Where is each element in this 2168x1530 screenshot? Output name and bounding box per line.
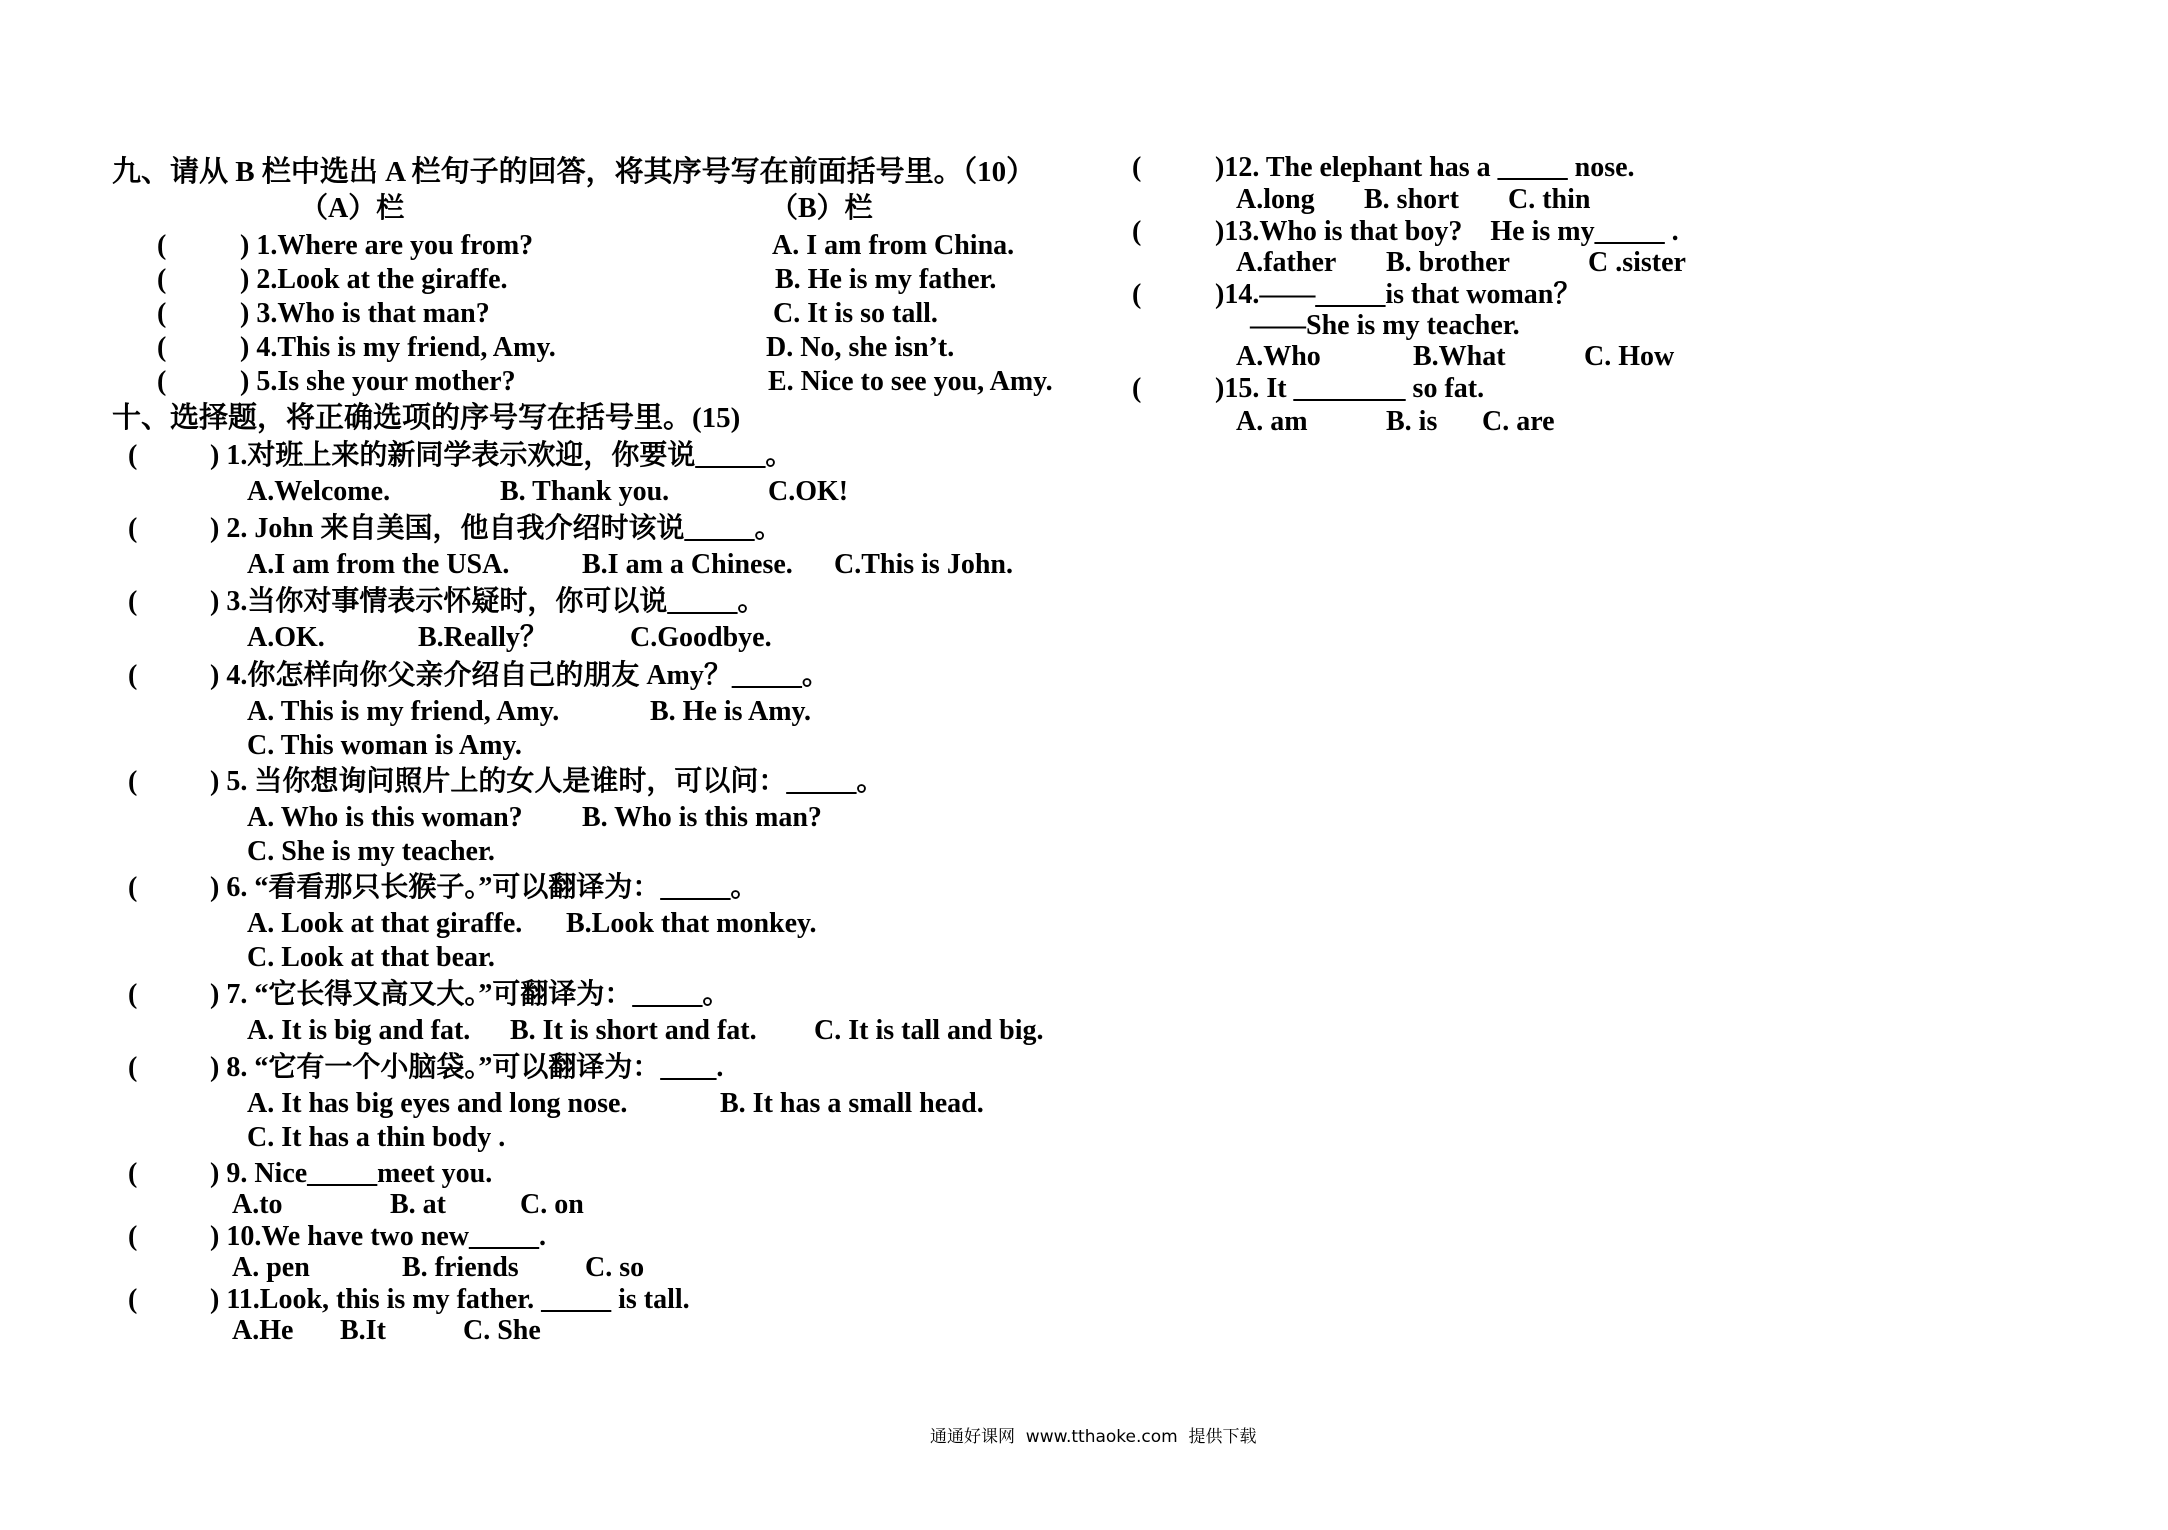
s10-q6-opt-b: B.Look that monkey. (566, 908, 817, 939)
s10-q12-opt-b: B. short (1364, 184, 1459, 215)
s10-q11-paren[interactable]: ( (128, 1284, 138, 1315)
s9-q5: ) 5.Is she your mother? (240, 366, 516, 397)
s10-q6-opt-a: A. Look at that giraffe. (247, 908, 523, 939)
s10-q12-opt-c: C. thin (1508, 184, 1591, 215)
s10-q10-opt-c: C. so (585, 1252, 645, 1283)
s10-q8-opt-a: A. It has big eyes and long nose. (247, 1088, 628, 1119)
s10-q13: )13.Who is that boy? He is my_____ . (1215, 216, 1679, 247)
s10-q11-opt-c: C. She (463, 1315, 541, 1346)
section9-col-b-header: （B）栏 (770, 193, 873, 224)
s10-q9-opt-c: C. on (520, 1189, 584, 1220)
s9-answer-e: E. Nice to see you, Amy. (768, 366, 1053, 397)
s10-q11-opt-b: B.It (340, 1315, 386, 1346)
s10-q4-paren[interactable]: ( (128, 660, 138, 691)
s10-q7-opt-c: C. It is tall and big. (814, 1015, 1044, 1046)
s10-q9: ) 9. Nice_____meet you. (210, 1158, 493, 1189)
s10-q13-opt-c: C .sister (1588, 247, 1686, 278)
s10-q3: ) 3.当你对事情表示怀疑时，你可以说_____。 (210, 586, 766, 617)
section10-title: 十、选择题，将正确选项的序号写在括号里。(15) (112, 402, 741, 434)
s9-q2-paren[interactable]: ( (157, 264, 167, 295)
s10-q9-paren[interactable]: ( (128, 1158, 138, 1189)
s10-q14: )14.——_____is that woman？ (1215, 279, 1582, 310)
s10-q15-opt-b: B. is (1386, 406, 1438, 437)
s10-q10: ) 10.We have two new_____. (210, 1221, 546, 1252)
s10-q1-opt-c: C.OK! (768, 476, 849, 507)
s10-q3-opt-a: A.OK. (247, 622, 325, 653)
s10-q12-opt-a: A.long (1236, 184, 1315, 215)
s9-q4: ) 4.This is my friend, Amy. (240, 332, 556, 363)
s10-q14-opt-a: A.Who (1236, 341, 1321, 372)
s10-q8-opt-c: C. It has a thin body . (247, 1122, 506, 1153)
s10-q8-opt-b: B. It has a small head. (720, 1088, 984, 1119)
s10-q14-opt-b: B.What (1413, 341, 1506, 372)
s10-q3-opt-c: C.Goodbye. (630, 622, 772, 653)
s10-q12-paren[interactable]: ( (1132, 152, 1142, 183)
s10-q13-opt-b: B. brother (1386, 247, 1510, 278)
s9-q1-paren[interactable]: ( (157, 230, 167, 261)
s10-q2-paren[interactable]: ( (128, 513, 138, 544)
s10-q14-opt-c: C. How (1584, 341, 1675, 372)
s10-q7-paren[interactable]: ( (128, 979, 138, 1010)
section9-col-a-header: （A）栏 (300, 193, 405, 224)
s10-q4-opt-a: A. This is my friend, Amy. (247, 696, 560, 727)
s10-q10-opt-b: B. friends (402, 1252, 519, 1283)
footer-credit: 通通好课网 www.tthaoke.com 提供下载 (930, 1427, 1257, 1447)
s10-q15: )15. It ________ so fat. (1215, 373, 1485, 404)
s9-q1: ) 1.Where are you from? (240, 230, 534, 261)
s10-q14-reply: ——She is my teacher. (1250, 310, 1520, 341)
s10-q5-opt-b: B. Who is this man? (582, 802, 822, 833)
s10-q4: ) 4.你怎样向你父亲介绍自己的朋友 Amy？_____。 (210, 660, 830, 691)
s10-q8-paren[interactable]: ( (128, 1052, 138, 1083)
s10-q15-opt-a: A. am (1236, 406, 1308, 437)
s10-q3-opt-b: B.Really？ (418, 622, 548, 653)
s10-q2: ) 2. John 来自美国，他自我介绍时该说_____。 (210, 513, 783, 544)
s10-q1-opt-a: A.Welcome. (247, 476, 391, 507)
s9-answer-b: B. He is my father. (775, 264, 997, 295)
s10-q7-opt-b: B. It is short and fat. (510, 1015, 757, 1046)
s10-q3-paren[interactable]: ( (128, 586, 138, 617)
s10-q10-paren[interactable]: ( (128, 1221, 138, 1252)
s9-q4-paren[interactable]: ( (157, 332, 167, 363)
s10-q6-opt-c: C. Look at that bear. (247, 942, 495, 973)
s9-q3-paren[interactable]: ( (157, 298, 167, 329)
s10-q5-paren[interactable]: ( (128, 766, 138, 797)
s10-q11-opt-a: A.He (232, 1315, 294, 1346)
s9-answer-d: D. No, she isn’t. (766, 332, 955, 363)
s10-q2-opt-c: C.This is John. (834, 549, 1013, 580)
s10-q11: ) 11.Look, this is my father. _____ is tall. (210, 1284, 690, 1315)
section9-title: 九、请从 B 栏中选出 A 栏句子的回答，将其序号写在前面括号里。（10） (112, 156, 1036, 188)
s10-q1: ) 1.对班上来的新同学表示欢迎，你要说_____。 (210, 440, 794, 471)
s10-q13-paren[interactable]: ( (1132, 216, 1142, 247)
s10-q9-opt-a: A.to (232, 1189, 283, 1220)
s10-q7-opt-a: A. It is big and fat. (247, 1015, 471, 1046)
s9-q5-paren[interactable]: ( (157, 366, 167, 397)
s10-q15-opt-c: C. are (1482, 406, 1555, 437)
s10-q9-opt-b: B. at (390, 1189, 446, 1220)
s10-q2-opt-b: B.I am a Chinese. (582, 549, 793, 580)
s10-q4-opt-b: B. He is Amy. (650, 696, 812, 727)
s10-q8: ) 8. “它有一个小脑袋。”可以翻译为：____. (210, 1052, 724, 1083)
s9-answer-c: C. It is so tall. (773, 298, 938, 329)
s10-q1-paren[interactable]: ( (128, 440, 138, 471)
s10-q5: ) 5. 当你想询问照片上的女人是谁时，可以问：_____。 (210, 766, 885, 797)
s10-q10-opt-a: A. pen (232, 1252, 310, 1283)
s10-q5-opt-a: A. Who is this woman? (247, 802, 523, 833)
s9-q3: ) 3.Who is that man? (240, 298, 490, 329)
s10-q5-opt-c: C. She is my teacher. (247, 836, 495, 867)
s9-answer-a: A. I am from China. (772, 230, 1015, 261)
s10-q4-opt-c: C. This woman is Amy. (247, 730, 522, 761)
s10-q7: ) 7. “它长得又高又大。”可翻译为：_____。 (210, 979, 731, 1010)
s10-q6-paren[interactable]: ( (128, 872, 138, 903)
s10-q1-opt-b: B. Thank you. (500, 476, 670, 507)
s10-q14-paren[interactable]: ( (1132, 279, 1142, 310)
s10-q13-opt-a: A.father (1236, 247, 1337, 278)
s10-q12: )12. The elephant has a _____ nose. (1215, 152, 1635, 183)
s9-q2: ) 2.Look at the giraffe. (240, 264, 508, 295)
s10-q2-opt-a: A.I am from the USA. (247, 549, 510, 580)
s10-q6: ) 6. “看看那只长猴子。”可以翻译为：_____。 (210, 872, 759, 903)
s10-q15-paren[interactable]: ( (1132, 373, 1142, 404)
